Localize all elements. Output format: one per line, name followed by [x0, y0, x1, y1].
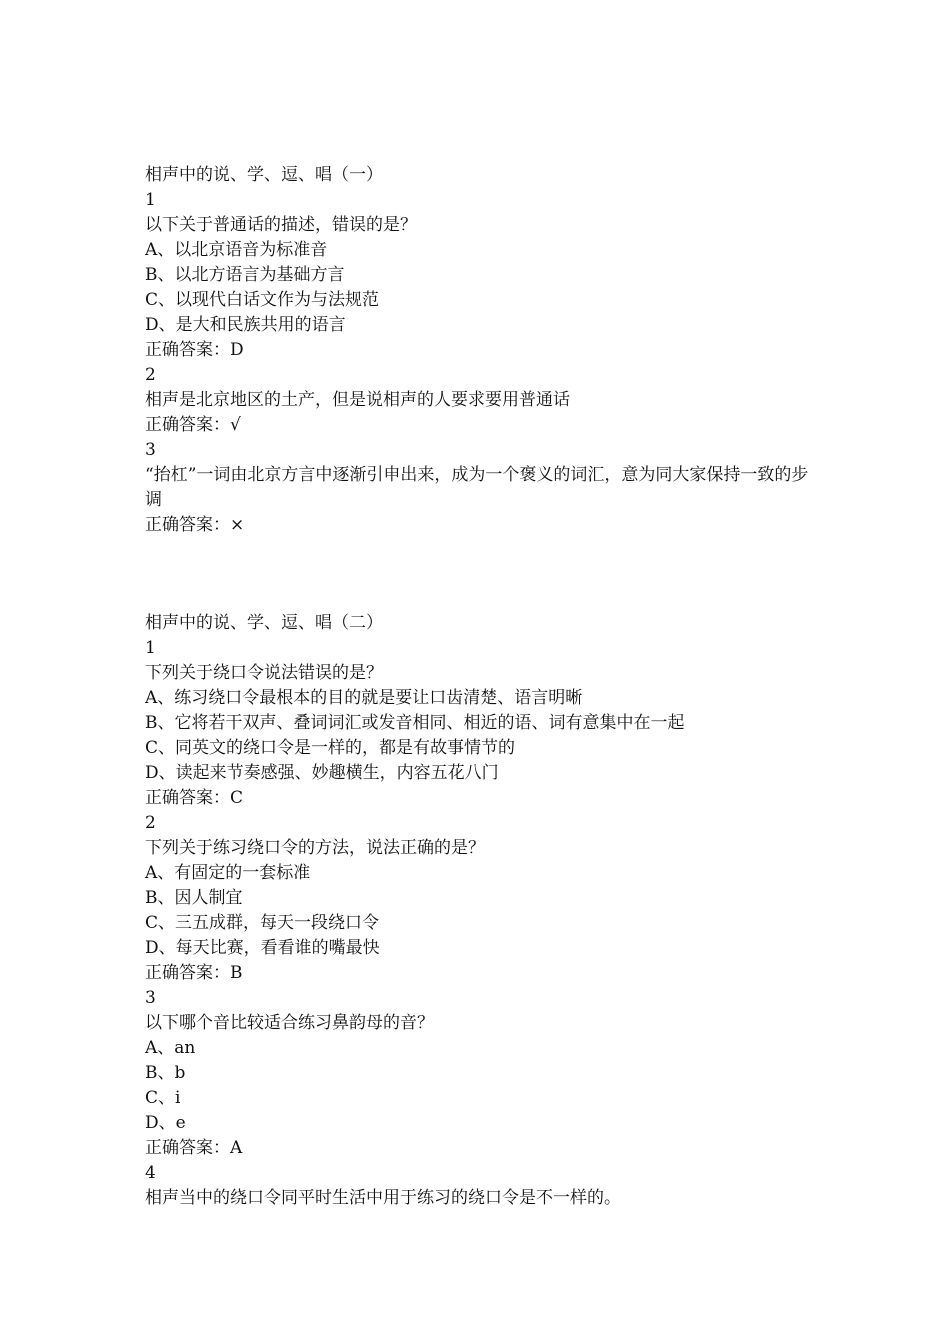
- question-text: 相声当中的绕口令同平时生活中用于练习的绕口令是不一样的。: [145, 1188, 621, 1208]
- correct-answer: 正确答案：A: [145, 1138, 243, 1158]
- question-number: 2: [145, 365, 156, 385]
- correct-answer: 正确答案：D: [145, 340, 244, 360]
- option-b: B、因人制宜: [145, 888, 243, 908]
- question-text: 下列关于绕口令说法错误的是？: [145, 663, 383, 683]
- question-text: 下列关于练习绕口令的方法，说法正确的是？: [145, 838, 485, 858]
- option-a: A、an: [145, 1038, 196, 1058]
- option-c: C、i: [145, 1088, 181, 1108]
- option-d: D、读起来节奏感强、妙趣横生，内容五花八门: [145, 763, 499, 783]
- option-d: D、e: [145, 1113, 186, 1133]
- option-b: B、它将若干双声、叠词词汇或发音相同、相近的语、词有意集中在一起: [145, 713, 685, 733]
- section-title: 相声中的说、学、逗、唱（二）: [145, 613, 383, 633]
- option-b: B、以北方语言为基础方言: [145, 265, 345, 285]
- option-c: C、以现代白话文作为与法规范: [145, 290, 380, 310]
- option-c: C、三五成群，每天一段绕口令: [145, 913, 380, 933]
- question-number: 3: [145, 440, 156, 460]
- question-number: 1: [145, 638, 156, 658]
- question-number: 1: [145, 190, 156, 210]
- correct-answer: 正确答案：C: [145, 788, 244, 808]
- question-text: “抬杠”一词由北京方言中逐渐引申出来，成为一个褒义的词汇，意为同大家保持一致的步调: [145, 465, 809, 510]
- option-c: C、同英文的绕口令是一样的，都是有故事情节的: [145, 738, 516, 758]
- option-d: D、是大和民族共用的语言: [145, 315, 346, 335]
- question-text: 以下关于普通话的描述，错误的是？: [145, 215, 417, 235]
- question-number: 3: [145, 988, 156, 1008]
- section-two: [145, 611, 825, 1211]
- correct-answer: 正确答案：B: [145, 963, 243, 983]
- option-a: A、以北京语音为标准音: [145, 240, 328, 260]
- correct-answer: 正确答案：×: [145, 515, 245, 535]
- option-a: A、练习绕口令最根本的目的就是要让口齿清楚、语言明晰: [145, 688, 583, 708]
- section-one: [145, 163, 825, 538]
- question-number: 4: [145, 1163, 156, 1183]
- question-text: 以下哪个音比较适合练习鼻韵母的音？: [145, 1013, 434, 1033]
- option-b: B、b: [145, 1063, 186, 1083]
- question-number: 2: [145, 813, 156, 833]
- option-d: D、每天比赛，看看谁的嘴最快: [145, 938, 380, 958]
- correct-answer: 正确答案：√: [145, 415, 241, 435]
- option-a: A、有固定的一套标准: [145, 863, 311, 883]
- section-title: 相声中的说、学、逗、唱（一）: [145, 165, 383, 185]
- question-text: 相声是北京地区的土产，但是说相声的人要求要用普通话: [145, 390, 570, 410]
